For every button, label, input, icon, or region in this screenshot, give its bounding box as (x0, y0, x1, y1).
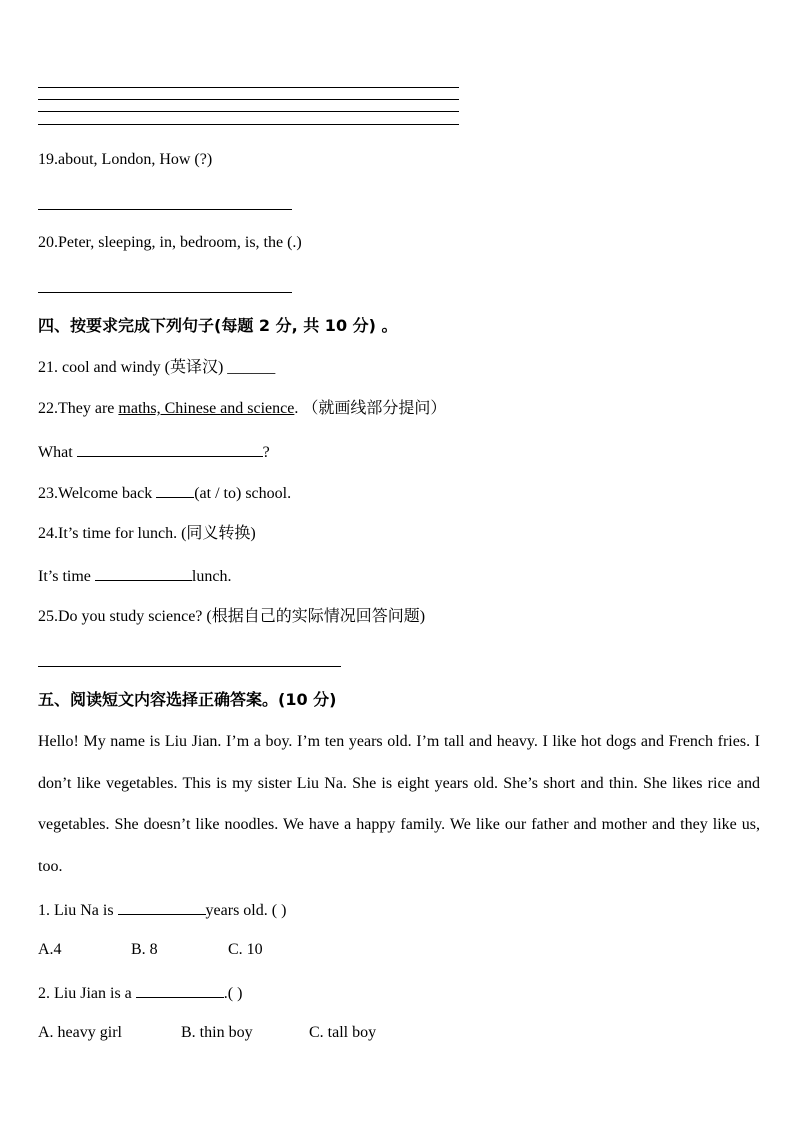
q22-answer-suffix: ? (262, 444, 270, 461)
q22-answer-blank[interactable] (77, 440, 263, 457)
rq1-option-a[interactable]: A.4 (38, 941, 62, 958)
writing-line-2 (38, 99, 459, 100)
q22-prefix: 22.They are (38, 400, 119, 417)
question-24-answer (38, 564, 231, 588)
rq2-option-b[interactable]: B. thin boy (181, 1024, 253, 1041)
q24-answer-suffix: lunch. (191, 568, 232, 585)
question-23 (38, 481, 291, 505)
reading-passage: Hello! My name is Liu Jian. I’m a boy. I’m ten years old. I’m tall and heavy. I like hot dogs and French fries. I don’t like vegetables. This is my sister Liu Na. She is eight years old. She’s short and thin. She likes rice and vegetables. She doesn’t like noodles. We have a happy family. We like our father and mother and they like us, too. (38, 733, 760, 876)
section-4-title: 四、按要求完成下列句子(每题 2 分, 共 10 分) 。 (38, 316, 398, 335)
rq1-prefix: 1. Liu Na is (38, 902, 118, 919)
rq2-option-c[interactable]: C. tall boy (309, 1024, 377, 1041)
question-22-answer (38, 440, 270, 464)
rq2-option-a[interactable]: A. heavy girl (38, 1024, 122, 1041)
writing-line-1 (38, 87, 459, 88)
q23-suffix: (at / to) school. (194, 485, 292, 502)
question-19: 19.about, London, How (?) (38, 151, 213, 168)
writing-line-4 (38, 124, 459, 125)
rq2-suffix: .( ) (223, 985, 243, 1002)
rq2-blank[interactable] (136, 981, 224, 998)
rq1-option-b[interactable]: B. 8 (131, 941, 158, 958)
answer-line-19[interactable] (38, 209, 292, 210)
question-24: 24.It’s time for lunch. (同义转换) (38, 525, 256, 542)
section-5-title: 五、阅读短文内容选择正确答案。(10 分) (38, 690, 337, 709)
q22-answer-prefix: What (38, 444, 77, 461)
answer-line-20[interactable] (38, 292, 292, 293)
q24-answer-blank[interactable] (95, 564, 192, 581)
rq1-option-c[interactable]: C. 10 (228, 941, 263, 958)
question-20: 20.Peter, sleeping, in, bedroom, is, the (.) (38, 234, 302, 251)
question-22 (38, 398, 446, 420)
q24-answer-prefix: It’s time (38, 568, 95, 585)
rq1-suffix: years old. ( ) (205, 902, 287, 919)
question-21: 21. cool and windy (英译汉) ______ (38, 359, 276, 376)
q22-underlined: maths, Chinese and science (118, 400, 295, 417)
q23-prefix: 23.Welcome back (38, 485, 157, 502)
q23-blank[interactable] (156, 481, 194, 498)
rq1-blank[interactable] (118, 898, 206, 915)
writing-line-3 (38, 111, 459, 112)
answer-line-25[interactable] (38, 666, 341, 667)
reading-question-1 (38, 898, 286, 922)
rq2-prefix: 2. Liu Jian is a (38, 985, 136, 1002)
reading-question-2 (38, 981, 242, 1005)
q22-suffix: . （就画线部分提问） (294, 400, 447, 417)
question-25: 25.Do you study science? (根据自己的实际情况回答问题) (38, 608, 426, 625)
